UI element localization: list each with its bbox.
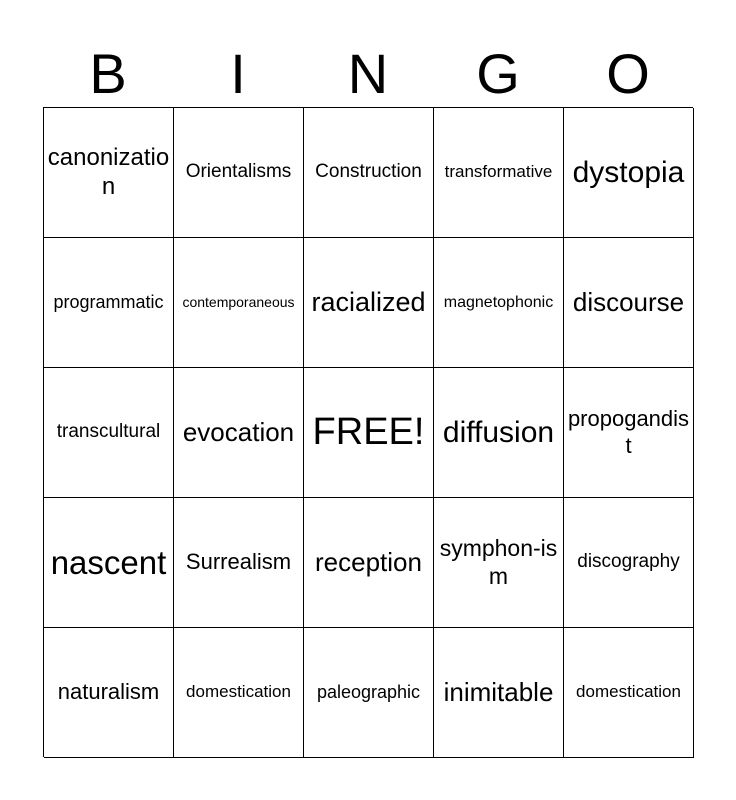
bingo-cell <box>304 498 434 628</box>
cell-text: canonization <box>47 143 170 200</box>
bingo-cell <box>44 108 174 238</box>
bingo-cell <box>564 498 694 628</box>
bingo-cell <box>434 368 564 498</box>
bingo-cell <box>44 238 174 368</box>
header-letter-i: I <box>230 42 246 105</box>
cell-text: diffusion <box>442 415 555 449</box>
bingo-cell <box>434 238 564 368</box>
header-letter-o: O <box>606 42 650 105</box>
cell-text: naturalism <box>57 679 160 705</box>
cell-text: evocation <box>182 416 295 447</box>
cell-text: Orientalisms <box>185 161 292 183</box>
bingo-header <box>43 42 693 106</box>
bingo-cell <box>174 628 304 758</box>
cell-text: racialized <box>311 287 426 318</box>
bingo-cell <box>304 108 434 238</box>
free-space-text: FREE! <box>312 410 425 453</box>
bingo-cell <box>434 628 564 758</box>
cell-text: propogandist <box>567 406 690 458</box>
bingo-grid <box>43 107 693 757</box>
bingo-cell <box>304 238 434 368</box>
cell-text: nascent <box>50 543 167 581</box>
header-letter-g: G <box>476 42 520 105</box>
header-letter-b: B <box>89 42 127 105</box>
cell-text: domestication <box>186 682 291 702</box>
bingo-cell <box>564 368 694 498</box>
cell-text: magnetophonic <box>443 293 554 311</box>
bingo-cell <box>174 368 304 498</box>
cell-text: domestication <box>576 682 681 702</box>
cell-text: programmatic <box>53 291 164 312</box>
bingo-cell <box>44 368 174 498</box>
bingo-cell <box>174 238 304 368</box>
cell-text: reception <box>315 546 422 577</box>
header-letter-n: N <box>347 42 389 105</box>
cell-text: discography <box>577 551 680 573</box>
cell-text: discourse <box>572 286 685 317</box>
cell-text: Surrealism <box>185 549 292 575</box>
cell-text: transformative <box>444 162 553 182</box>
cell-text: dystopia <box>572 155 685 189</box>
bingo-cell <box>434 498 564 628</box>
bingo-cell <box>44 498 174 628</box>
cell-text: transcultural <box>56 421 161 443</box>
bingo-cell <box>564 238 694 368</box>
cell-text: Construction <box>315 161 422 183</box>
bingo-cell <box>174 498 304 628</box>
free-space-cell <box>304 368 434 498</box>
bingo-cell <box>304 628 434 758</box>
cell-text: symphon-ism <box>439 534 558 589</box>
bingo-cell <box>564 108 694 238</box>
cell-text: paleographic <box>316 681 421 702</box>
bingo-cell <box>44 628 174 758</box>
bingo-cell <box>434 108 564 238</box>
bingo-cell <box>174 108 304 238</box>
cell-text: inimitable <box>443 676 554 707</box>
cell-text: contemporaneous <box>182 294 295 311</box>
bingo-cell <box>564 628 694 758</box>
